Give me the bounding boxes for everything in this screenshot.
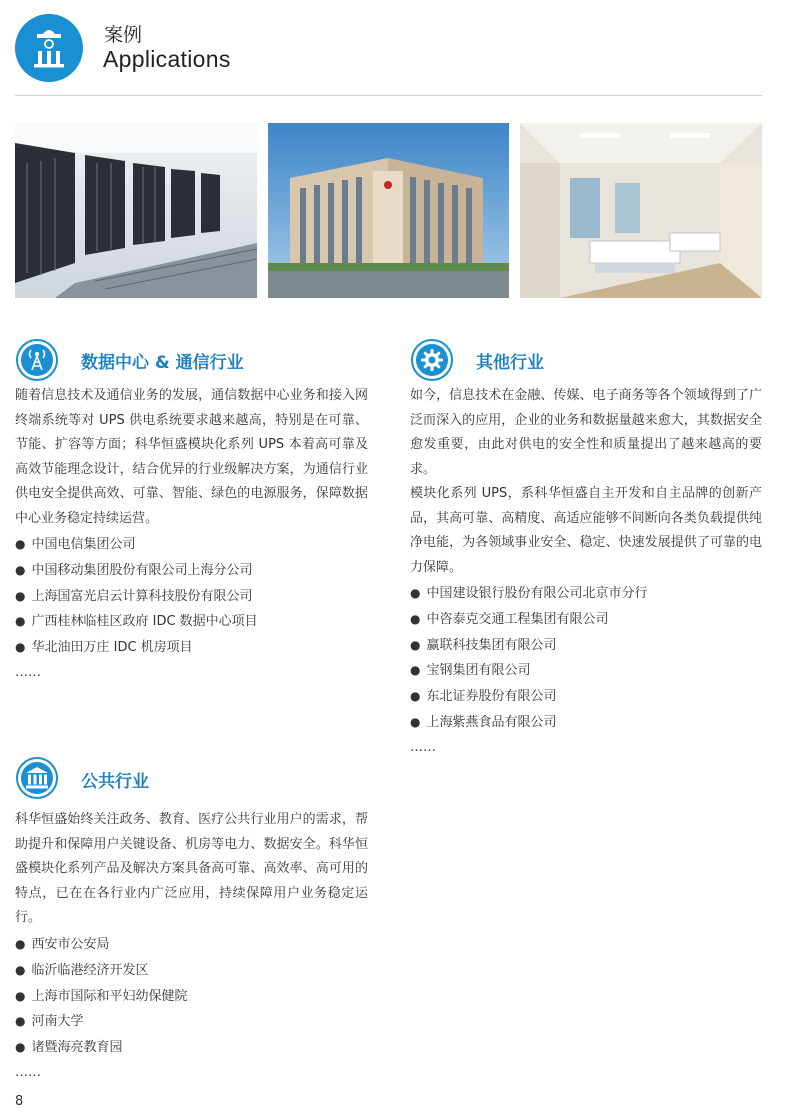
section-paragraph: 随着信息技术及通信业务的发展，通信数据中心业务和接入网终端系统等对 UPS 供电系统要求越来越高，特别是在可靠、节能、扩容等方面；科华恒盛模块化系列 UPS 本着高可靠及高效节能理念设计，结合优异的行业级解决方案，为通信行业供电安全提供高效、可靠、智能、绿色的电源服务，保障数据中心业务稳定持续运营。 [15, 388, 368, 526]
signal-tower-icon [15, 338, 59, 382]
list-item: ● 临沂临港经济开发区 [15, 958, 188, 984]
list-item: ● 诸暨海亮教育园 [15, 1035, 188, 1061]
list-ellipsis: …… [410, 739, 436, 755]
page-title-en: Applications [103, 46, 231, 72]
list-item: ● 河南大学 [15, 1009, 188, 1035]
section-title-datacenter: 数据中心 & 通信行业 [81, 353, 244, 373]
list-item: ● 华北油田万庄 IDC 机房项目 [15, 635, 258, 661]
list-item: ● 中国电信集团公司 [15, 532, 258, 558]
list-item: ● 中国建设银行股份有限公司北京市分行 [410, 581, 648, 607]
government-icon [15, 756, 59, 800]
gear-icon [410, 338, 454, 382]
building-icon [15, 14, 83, 82]
list-ellipsis: …… [15, 1064, 41, 1080]
government-building-photo [268, 123, 509, 298]
list-item: ● 上海紫燕食品有限公司 [410, 710, 648, 736]
section-paragraph: 模块化系列 UPS，系科华恒盛自主开发和自主品牌的创新产品，其高可靠、高精度、高适应能够不间断向各类负载提供纯净电能，为各领域事业安全、稳定、快速发展提供了可靠的电力保障。 [410, 486, 762, 575]
header-divider [15, 95, 762, 96]
list-ellipsis: …… [15, 664, 41, 680]
server-room-photo [15, 123, 257, 298]
page-number: 8 [15, 1094, 24, 1109]
public-client-list [15, 932, 188, 1086]
list-item: ● 上海国富光启云计算科技股份有限公司 [15, 584, 258, 610]
section-title-public: 公共行业 [81, 772, 149, 792]
page-title-cn: 案例 [104, 24, 143, 46]
list-item: ● 中国移动集团股份有限公司上海分公司 [15, 558, 258, 584]
datacenter-client-list [15, 532, 258, 686]
list-item: ● 东北证券股份有限公司 [410, 684, 648, 710]
list-item: ● 西安市公安局 [15, 932, 188, 958]
hospital-ward-photo [520, 123, 762, 298]
section-title-other: 其他行业 [476, 353, 544, 373]
list-item: ● 中咨泰克交通工程集团有限公司 [410, 607, 648, 633]
list-item: ● 宝钢集团有限公司 [410, 658, 648, 684]
section-paragraph: 科华恒盛始终关注政务、教育、医疗公共行业用户的需求，帮助提升和保障用户关键设备、机房等电力、数据安全。科华恒盛模块化系列产品及解决方案具备高可靠、高效率、高可用的特点，已在在各行业内广泛应用，持续保障用户业务稳定运行。 [15, 812, 368, 925]
list-item: ● 广西桂林临桂区政府 IDC 数据中心项目 [15, 609, 258, 635]
section-paragraph: 如今，信息技术在金融、传媒、电子商务等各个领域得到了广泛而深入的应用，企业的业务和数据量越来愈大，其数据安全愈发重要，由此对供电的安全性和质量提出了越来越高的要求。 [410, 388, 762, 477]
list-item: ● 赢联科技集团有限公司 [410, 633, 648, 659]
list-item: ● 上海市国际和平妇幼保健院 [15, 984, 188, 1010]
other-client-list [410, 581, 648, 761]
